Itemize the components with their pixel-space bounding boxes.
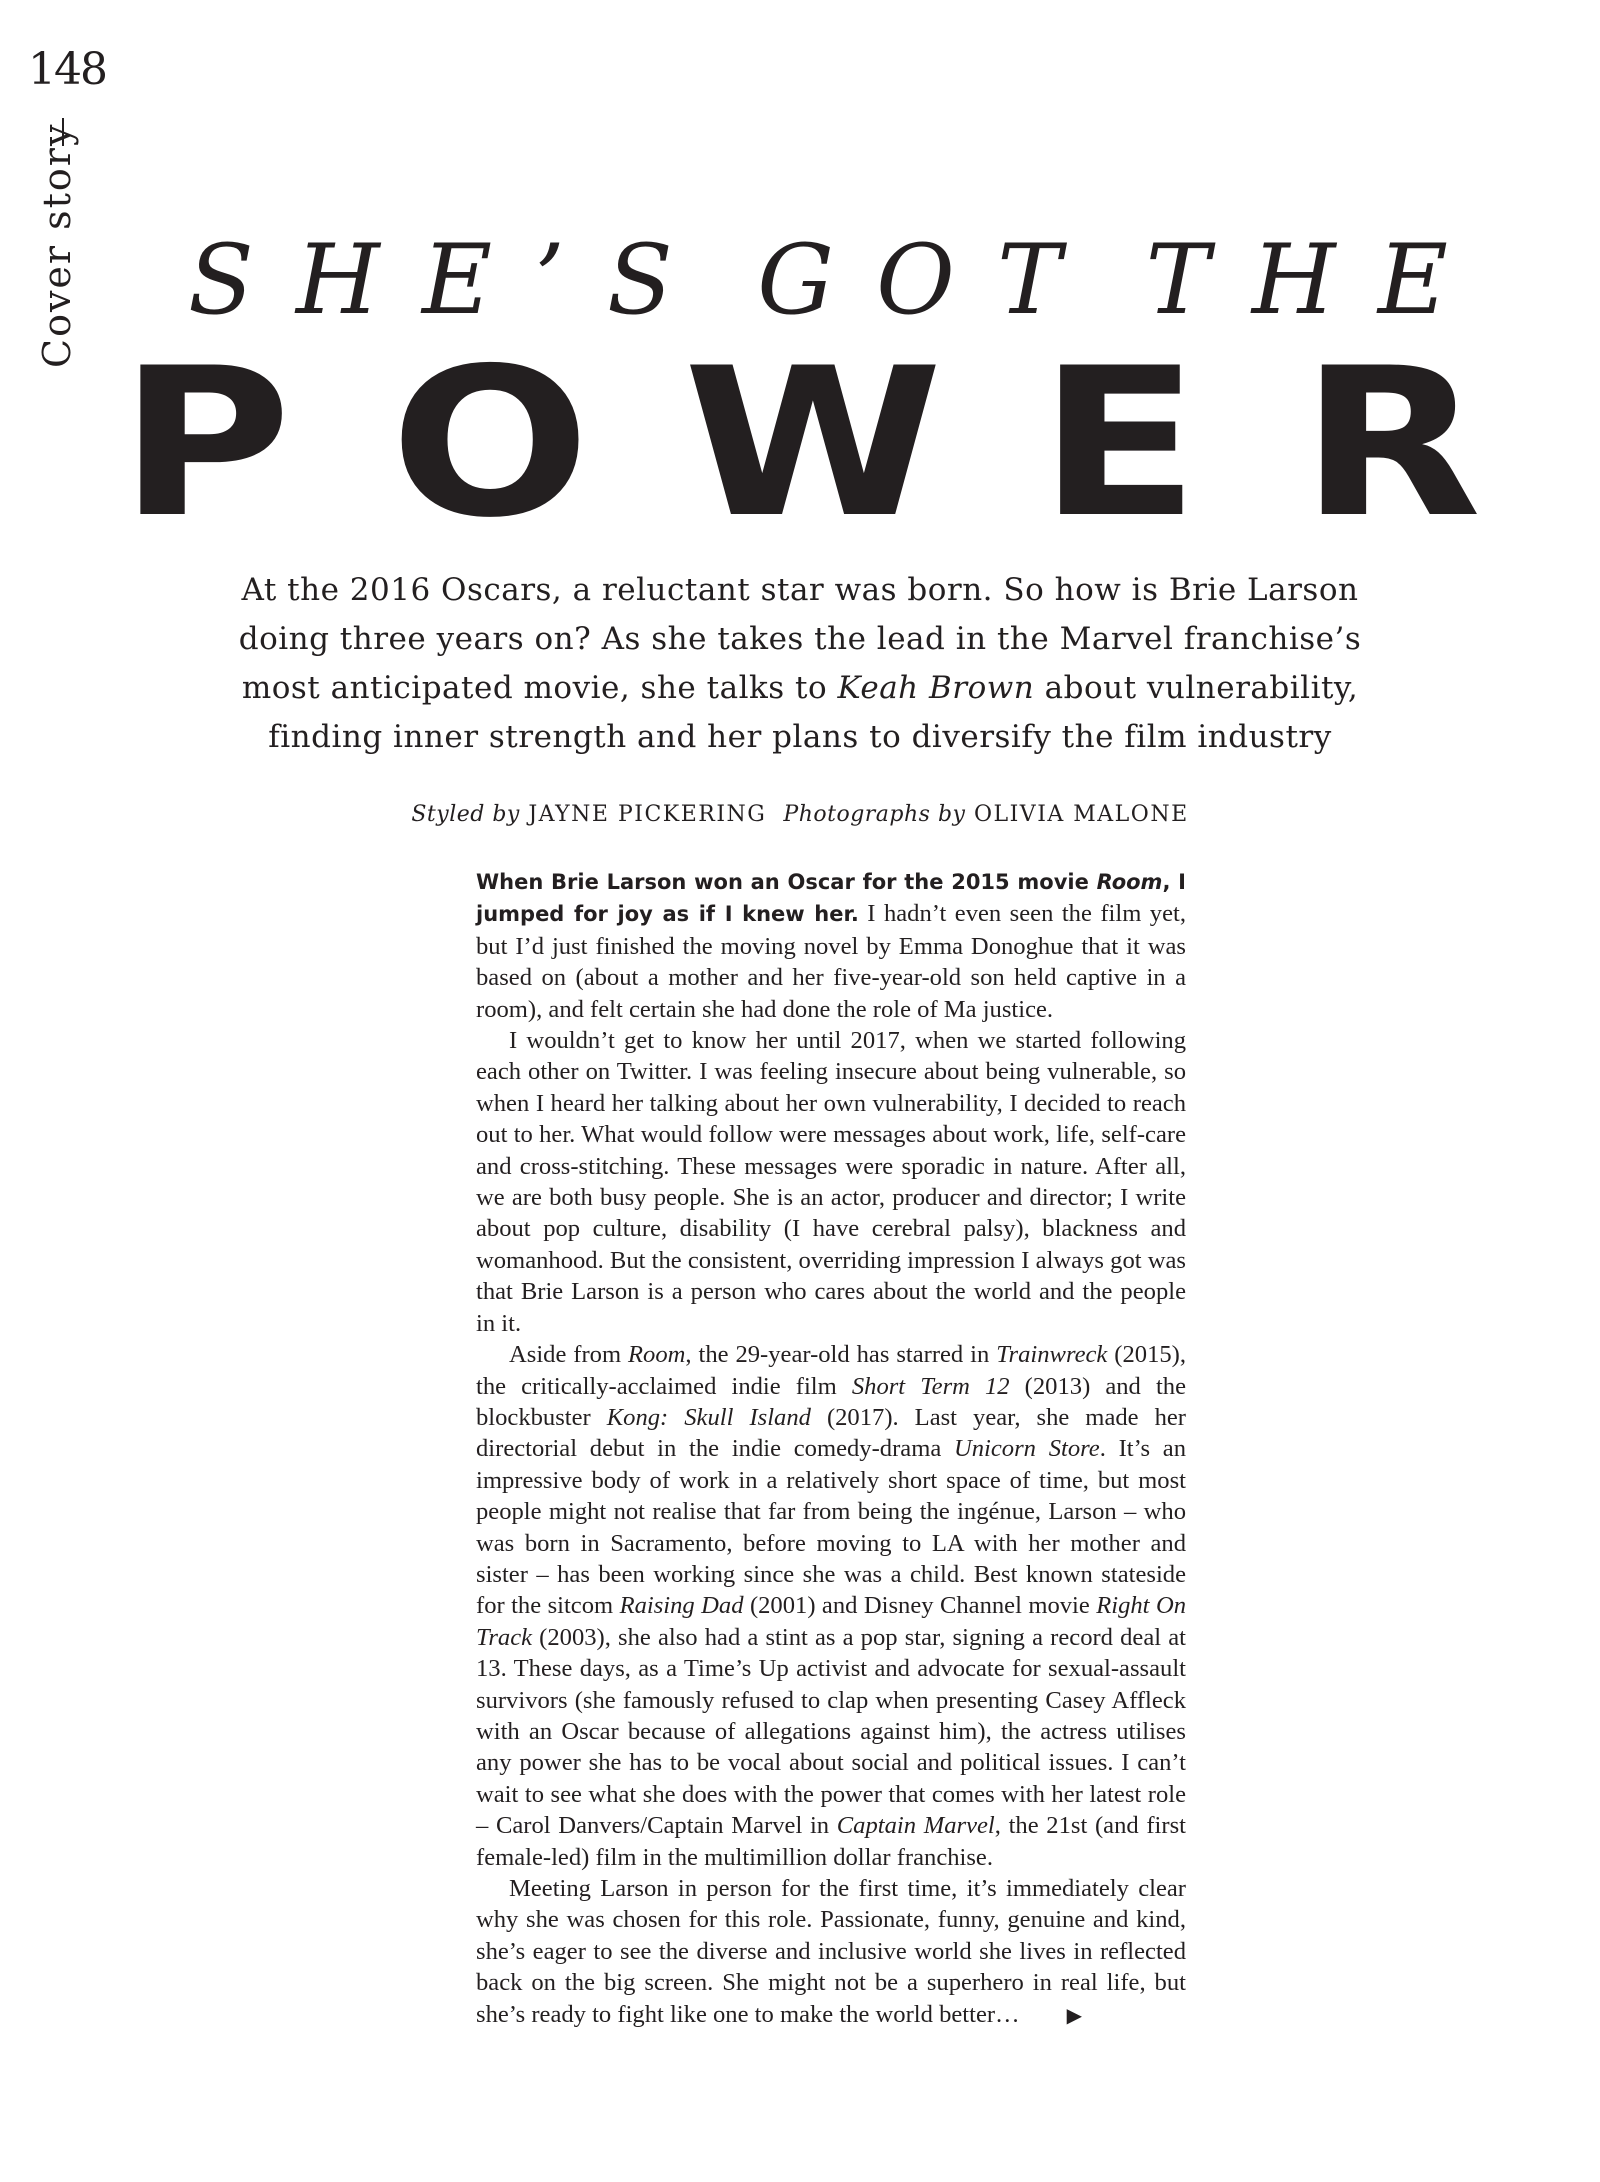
kicker-letter: H [1251, 224, 1336, 336]
film-title: Right On Track [476, 1592, 1186, 1651]
film-title: Trainwreck [996, 1341, 1108, 1369]
photographer-name: OLIVIA MALONE [973, 802, 1189, 827]
kicker-letter: S [188, 224, 254, 336]
continue-arrow-icon: ▶ [1066, 2004, 1083, 2027]
paragraph-text: , the 29-year-old has starred in [685, 1341, 997, 1369]
standfirst-text: At the 2016 Oscars, a reluctant star was born. So how is Brie Larson doing three years on? As she takes the lead in the Marvel franchise’s most anticipated movie, she talks to [238, 572, 1362, 706]
film-title: Room [1096, 870, 1163, 894]
film-title: Kong: Skull Island [606, 1403, 811, 1431]
kicker-letter: E [421, 224, 493, 336]
headline-letter: O [390, 325, 591, 563]
credits-line [200, 802, 1400, 827]
kicker-letter: G [757, 224, 834, 336]
film-title: Captain Marvel [836, 1812, 995, 1840]
lead-in-text: , I jumped for joy as if I knew her. [476, 870, 1186, 927]
paragraph-text: (2003), she also had a stint as a pop star, signing a record deal at 13. These days, as a Time’s Up activist and advocate for sexual-assault survivors (she famously refused to clap when presenting Casey Affleck with an Oscar because of allegations against him), the actress utilises any power she has to be vocal about social and political issues. I can’t wait to see what she does with the power that comes with her latest role – Carol Danvers/Captain Marvel in [476, 1623, 1186, 1840]
stylist-name: JAYNE PICKERING [528, 802, 767, 827]
headline-kicker [188, 224, 1448, 336]
photographs-by-label: Photographs by [783, 802, 966, 827]
styled-by-label: Styled by [411, 802, 520, 827]
section-label: Cover story [35, 122, 79, 368]
author-name: Keah Brown [837, 670, 1035, 706]
paragraph-text: Aside from [509, 1341, 629, 1369]
kicker-letter: E [1377, 224, 1448, 336]
paragraph-text: . It’s an impressive body of work in a relatively short space of time, but most people might not realise that far from being the ingénue, Larson – who was born in Sacramento, before moving to LA with her mother and sister – has been working since she was a child. Best known stateside for the sitcom [476, 1435, 1186, 1620]
paragraph-text: Meeting Larson in person for the first time, it’s immediately clear why she was chosen for this role. Passionate, funny, genuine and kind, she’s eager to see the diverse and inclusive world she lives in reflected back on the big screen. She might not be a superhero in real life, but she’s ready to fight like one to make the world better… [476, 1875, 1186, 2028]
kicker-letter: T [1145, 224, 1210, 336]
page-number: 148 [28, 44, 106, 95]
film-title: Short Term 12 [851, 1372, 1010, 1400]
article-paragraph [476, 1873, 1186, 2032]
film-title: Room [628, 1341, 686, 1369]
article-paragraph: I wouldn’t get to know her until 2017, when we started following each other on Twitter. I was feeling insecure about being vulnerable, so when I heard her talking about her own vulnerability, I decided to reach out to her. What would follow were messages about work, life, self-care and cross-stitching. These messages were sporadic in nature. After all, we are both busy people. She is an actor, producer and director; I write about pop culture, disability (I have cerebral palsy), blackness and womanhood. But the consistent, overriding impression I always got was that Brie Larson is a person who cares about the world and the people in it. [476, 1027, 1186, 1337]
paragraph-text: (2013) and the blockbuster [476, 1372, 1186, 1431]
kicker-letter: S [607, 224, 673, 336]
standfirst-text: about vulnerability, finding inner strength and her plans to diversify the film industry [268, 670, 1359, 755]
kicker-letter: T [997, 224, 1062, 336]
kicker-letter: ’ [534, 224, 565, 336]
headline-letter: W [683, 325, 944, 563]
kicker-letter: O [876, 224, 955, 336]
film-title: Unicorn Store [954, 1435, 1100, 1463]
film-title: Raising Dad [619, 1592, 744, 1620]
headline-letter: R [1300, 325, 1482, 563]
standfirst [200, 566, 1400, 762]
paragraph-text: (2001) and Disney Channel movie [743, 1592, 1097, 1620]
paragraph-text: (2015), the critically-acclaimed indie film [476, 1341, 1186, 1400]
article-body [476, 866, 1186, 2032]
paragraph-text: , the 21st (and first female-led) film in the multimillion dollar franchise. [476, 1812, 1186, 1871]
lead-in-text: When Brie Larson won an Oscar for the 2015 movie [476, 870, 1097, 894]
kicker-letter: H [296, 224, 380, 336]
headline-letter: E [1038, 325, 1200, 563]
article-paragraph [476, 866, 1186, 1025]
headline-letter: P [118, 325, 292, 563]
paragraph-text: I hadn’t even seen the film yet, but I’d just finished the moving novel by Emma Donoghue that it was based on (about a mother and her five-year-old son held captive in a room), and felt certain she had done the role of Ma justice. [476, 900, 1186, 1023]
paragraph-text: (2017). Last year, she made her directorial debut in the indie comedy-drama [476, 1403, 1186, 1463]
article-paragraph [476, 1339, 1186, 1873]
headline-main [118, 325, 1482, 563]
